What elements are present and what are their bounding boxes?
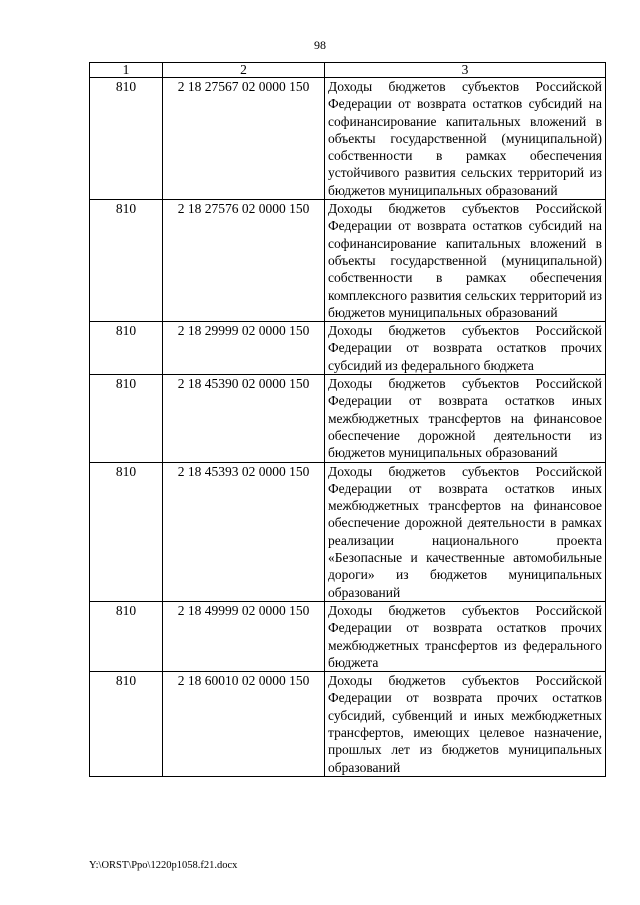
table-row <box>90 375 606 462</box>
revenue-code-cell: 2 18 49999 02 0000 150 <box>163 601 325 671</box>
revenue-code-cell: 2 18 27576 02 0000 150 <box>163 200 325 322</box>
revenue-name-cell: Доходы бюджетов субъектов Российской Федерации от возврата остатков субсидий на софинансирование капитальных вложений в объекты государственной (муниципальной) собственности в рамках обеспечения устойчивого развития сельских территорий из бюджетов муниципальных образований <box>325 78 606 200</box>
footer-file-path: Y:\ORST\Ppo\1220p1058.f21.docx <box>89 860 238 871</box>
table-header-row <box>90 63 606 78</box>
admin-code-cell: 810 <box>90 322 163 375</box>
header-col-3: 3 <box>325 63 606 78</box>
table-row <box>90 462 606 601</box>
revenue-code-cell: 2 18 45393 02 0000 150 <box>163 462 325 601</box>
admin-code-cell: 810 <box>90 672 163 777</box>
table-row <box>90 78 606 200</box>
revenue-name-cell: Доходы бюджетов субъектов Российской Федерации от возврата остатков субсидий на софинансирование капитальных вложений в объекты государственной (муниципальной) собственности в рамках обеспечения комплексного развития сельских территорий из бюджетов муниципальных образований <box>325 200 606 322</box>
revenue-name-cell: Доходы бюджетов субъектов Российской Федерации от возврата прочих остатков субсидий, субвенций и иных межбюджетных трансфертов, имеющих целевое назначение, прошлых лет из бюджетов муниципальных образований <box>325 672 606 777</box>
revenue-code-cell: 2 18 29999 02 0000 150 <box>163 322 325 375</box>
admin-code-cell: 810 <box>90 462 163 601</box>
table-row <box>90 601 606 671</box>
revenue-name-cell: Доходы бюджетов субъектов Российской Федерации от возврата остатков прочих субсидий из федерального бюджета <box>325 322 606 375</box>
revenue-codes-table <box>89 62 606 777</box>
header-col-2: 2 <box>163 63 325 78</box>
revenue-code-cell: 2 18 27567 02 0000 150 <box>163 78 325 200</box>
header-col-1: 1 <box>90 63 163 78</box>
table-row <box>90 322 606 375</box>
revenue-code-cell: 2 18 60010 02 0000 150 <box>163 672 325 777</box>
revenue-name-cell: Доходы бюджетов субъектов Российской Федерации от возврата остатков прочих межбюджетных трансфертов из федерального бюджета <box>325 601 606 671</box>
table-row <box>90 672 606 777</box>
revenue-code-cell: 2 18 45390 02 0000 150 <box>163 375 325 462</box>
revenue-name-cell: Доходы бюджетов субъектов Российской Федерации от возврата остатков иных межбюджетных трансфертов на финансовое обеспечение дорожной деятельности из бюджетов муниципальных образований <box>325 375 606 462</box>
page-number: 98 <box>314 38 326 52</box>
table-row <box>90 200 606 322</box>
revenue-name-cell: Доходы бюджетов субъектов Российской Федерации от возврата остатков иных межбюджетных трансфертов на финансовое обеспечение дорожной деятельности в рамках реализации национального проекта «Безопасные и качественные автомобильные дороги» из бюджетов муниципальных образований <box>325 462 606 601</box>
admin-code-cell: 810 <box>90 601 163 671</box>
admin-code-cell: 810 <box>90 78 163 200</box>
admin-code-cell: 810 <box>90 375 163 462</box>
admin-code-cell: 810 <box>90 200 163 322</box>
